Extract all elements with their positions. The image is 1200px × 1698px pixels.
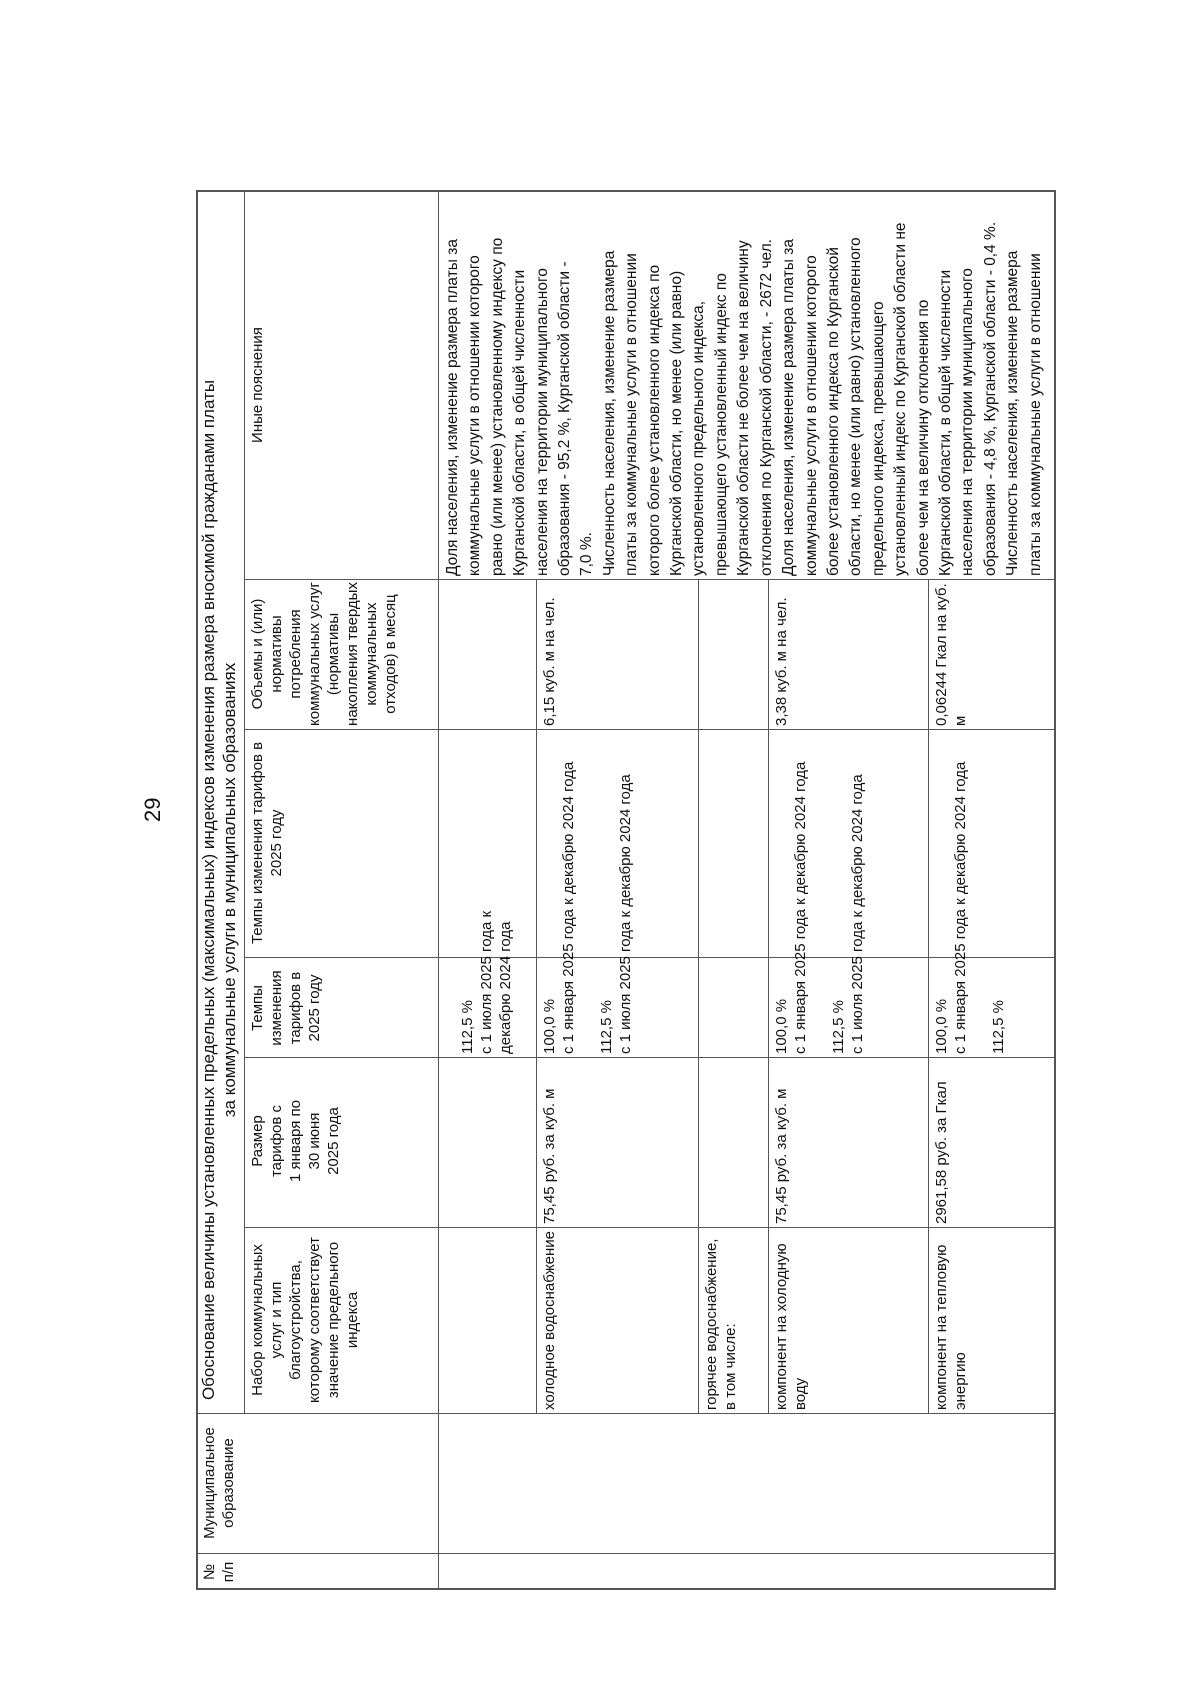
notes-line: платы за коммунальные услуги в отношении xyxy=(1026,253,1044,576)
notes-line: Численность населения, изменение размера xyxy=(600,250,618,576)
notes-line: Доля населения, изменение размера платы за xyxy=(780,239,798,576)
cold-component-tariff: 75,45 руб. за куб. м xyxy=(773,1088,790,1224)
header-tariff-size: Размер тарифов с 1 января по 30 июня 2025 года xyxy=(249,1100,342,1182)
notes-line: более установленного индекса по Курганской xyxy=(824,247,842,576)
cold-water-service: холодное водоснабжение xyxy=(541,1230,558,1410)
notes-line: установленный индекс по Курганской области не xyxy=(892,222,910,576)
cold-component-volume: 3,38 куб. м на чел. xyxy=(773,597,790,726)
notes-line: населения на территории муниципального xyxy=(959,268,977,576)
grid-line xyxy=(244,729,1056,730)
cold-water-volume: 6,15 куб. м на чел. xyxy=(541,597,558,726)
heat-component-tariff: 2961,58 руб. за Гкал xyxy=(933,1081,950,1224)
page-number: 29 xyxy=(140,797,165,822)
notes-line: превышающего установленный индекс по xyxy=(712,273,730,576)
cold-water-rate: 100,0 % с 1 января 2025 года к декабрю 2024 года 112,5 % с 1 июля 2025 года к декабрю 2024 года xyxy=(541,761,634,1054)
cold-component-service: компонент на холодную воду xyxy=(773,1243,809,1410)
table-title xyxy=(196,190,244,1590)
grid-line xyxy=(928,580,929,1414)
header-tariff-rate: Темпы изменения тарифов в 2025 году xyxy=(249,970,323,1046)
notes-line: более чем на величину отклонения по xyxy=(914,299,932,576)
notes-line: 7,0 %. xyxy=(578,532,596,576)
grid-line xyxy=(244,579,1056,580)
table-title-line1: Обоснование величины установленных предельных (максимальных) индексов изменения размера вносимой гражданами платы xyxy=(199,379,218,1401)
notes-line: Численность населения, изменение размера xyxy=(1004,250,1022,576)
rotated-table-page xyxy=(196,190,1056,1590)
heat-component-rate: 100,0 % с 1 января 2025 года к декабрю 2024 года 112,5 % xyxy=(933,761,1007,1054)
grid-line xyxy=(196,190,198,1590)
grid-line xyxy=(196,1589,1056,1591)
hot-water-service: горячее водоснабжение, в том числе: xyxy=(703,1238,739,1410)
header-tariff-rate-full: Темпы изменения тарифов в 2025 году xyxy=(249,741,285,945)
grid-line xyxy=(244,1227,1056,1228)
notes-line: отклонения по Курганской области, - 2672 чел. xyxy=(757,239,775,576)
grid-line xyxy=(1054,190,1056,1590)
grid-line xyxy=(244,190,245,1414)
notes-line: равно (или менее) установленному индексу по xyxy=(488,237,506,576)
heat-component-service: компонент на тепловую энергию xyxy=(933,1244,969,1410)
cold-component-rate: 100,0 % с 1 января 2025 года к декабрю 2024 года 112,5 % с 1 июля 2025 года к декабрю 2024 года xyxy=(773,761,866,1054)
notes-line: установленного предельного индекса, xyxy=(690,300,708,576)
notes-line: образования - 95,2 %, Курганской области - xyxy=(556,261,574,576)
notes-text xyxy=(442,192,1054,576)
notes-line: платы за коммунальные услуги в отношении xyxy=(623,253,641,576)
notes-line: населения на территории муниципального xyxy=(533,268,551,576)
grid-line xyxy=(244,1057,1056,1058)
notes-line: Курганской области, в общей численности xyxy=(511,269,529,576)
notes-line: коммунальные услуги в отношении которого xyxy=(466,255,484,576)
grid-line xyxy=(196,1553,1056,1554)
notes-line: которого более установленного индекса по xyxy=(645,264,663,576)
notes-line: коммунальные услуги в отношении которого xyxy=(802,255,820,576)
notes-line: Курганской области, в общей численности xyxy=(936,269,954,576)
notes-line: образования - 4,8 %, Курганской области - 0,4 %. xyxy=(981,221,999,576)
header-notes: Иные пояснения xyxy=(249,327,266,443)
grid-line xyxy=(768,580,769,1414)
header-services: Набор коммунальных услуг и тип благоустройства, которому соответствует значение предельного индекса xyxy=(249,1237,361,1403)
table-title-line2: за коммунальные услуги в муниципальных образованиях xyxy=(220,662,239,1118)
grid-line xyxy=(536,580,537,1414)
notes-line: Курганской области, но менее (или равно) xyxy=(668,270,686,576)
heat-component-volume: 0,06244 Гкал на куб. м xyxy=(933,583,969,726)
header-municipality: Муниципальное образование xyxy=(201,1427,237,1539)
notes-line: предельного индекса, превышающего xyxy=(869,301,887,576)
notes-line: Курганской области не более чем на величину xyxy=(735,240,753,576)
notes-line: области, но менее (или равно) установленного xyxy=(847,237,865,576)
row0-rate: 112,5 % с 1 июля 2025 года к декабрю 2024 года xyxy=(459,910,514,1054)
notes-line: Доля населения, изменение размера платы за xyxy=(444,239,461,576)
header-num: № п/п xyxy=(201,1561,237,1583)
grid-line xyxy=(438,190,439,1590)
header-volumes: Объемы и (или) нормативы потребления коммунальных услуг (нормативы накопления твердых коммунальных отходов) в месяц xyxy=(249,582,399,726)
cold-water-tariff: 75,45 руб. за куб. м xyxy=(541,1088,558,1224)
grid-line xyxy=(698,580,699,1414)
